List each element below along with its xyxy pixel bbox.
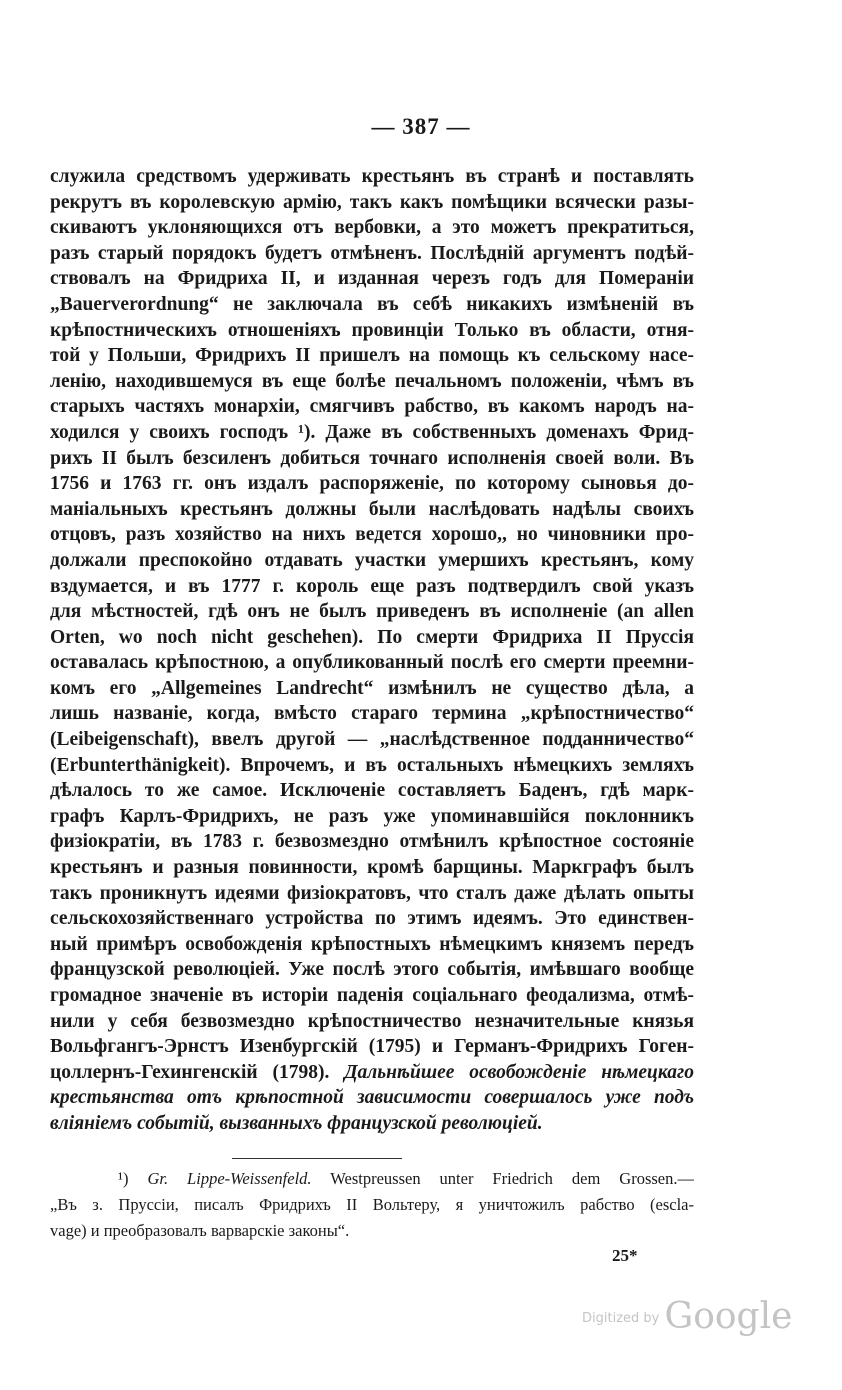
text-line-21: комъ его „Allgemeines Landrecht“ измѣнилъ не существо дѣла, а [50,677,694,699]
footnote-line-3: vage) и преобразовалъ варварскіе законы“. [50,1221,350,1240]
text-line-29: такъ проникнутъ идеями физіократовъ, что сталъ даже дѣлать опыты [50,882,694,904]
text-line-6: „Bauerverordnung“ не заключала въ себѣ никакихъ измѣненій въ [50,293,694,315]
text-line-19: Orten, wo noch nicht geschehen). По смерти Фридриха II Пруссія [50,626,694,648]
signature-mark: 25* [612,1246,638,1265]
text-line-10: старыхъ частяхъ монархіи, смягчивъ рабство, въ какомъ народъ на- [50,396,694,418]
text-line-26: графъ Карлъ-Фридрихъ, не разъ уже упоминавшійся поклонникъ [50,805,694,827]
watermark-prefix: Digitized by [582,1311,660,1326]
footnote-author: Gr. Lippe-Weissenfeld. [147,1169,312,1188]
text-line-14: маніальныхъ крестьянъ должны были наслѣдовать надѣлы своихъ [50,498,694,520]
text-line-36-italic: Дальнѣйшее освобожденіе нѣмецкаго [344,1061,694,1083]
text-line-15: отцовъ, разъ хозяйство на нихъ ведется хорошо,, но чиновники про- [50,524,694,546]
main-text [50,164,694,1137]
footnote-marker: ¹) [118,1169,129,1188]
text-line-22: лишь названіе, когда, вмѣсто стараго термина „крѣпостничество“ [50,703,694,725]
text-line-1: служила средствомъ удерживать крестьянъ въ странѣ и поставлять [50,166,694,187]
text-line-9: ленію, находившемуся въ еще болѣе печальномъ положеніи, чѣмъ въ [50,370,694,392]
text-line-8: той у Польши, Фридрихъ II пришелъ на помощь къ сельскому насе- [50,345,694,367]
text-line-12: рихъ II былъ безсиленъ добиться точнаго исполненія своей воли. Въ [50,447,694,469]
page-number: — 387 — [371,114,471,139]
footnote-source: Westpreussen unter Friedrich dem Grossen.— [330,1169,694,1188]
text-line-25: дѣлалось то же самое. Исключеніе составляетъ Баденъ, гдѣ марк- [50,780,694,802]
text-line-13: 1756 и 1763 гг. онъ издалъ распоряженіе, по которому сыновья до- [50,473,694,495]
text-line-2: рекрутъ въ королевскую армію, такъ какъ помѣщики всячески разы- [50,191,694,213]
text-line-4: разъ старый порядокъ будетъ отмѣненъ. Послѣдній аргументъ подѣй- [50,242,694,264]
text-line-28: крестьянъ и разныя повинности, кромѣ барщины. Маркграфъ былъ [50,857,694,879]
text-line-5: ствовалъ на Фридриха II, и изданная черезъ годъ для Помераніи [50,268,694,290]
google-watermark [582,1296,792,1337]
text-line-36-regular: цоллернъ-Гехингенскій (1798). [50,1061,330,1083]
footnote [50,1166,694,1244]
footnote-divider [232,1158,402,1159]
footnote-line-2: „Въ з. Пруссіи, писалъ Фридрихъ II Вольтеру, я уничтожилъ рабство (escla- [50,1195,694,1214]
text-line-7: крѣпостническихъ отношеніяхъ провинціи Только въ области, отня- [50,319,694,341]
text-line-36 [50,1060,694,1086]
text-line-32: французской революціей. Уже послѣ этого событія, имѣвшаго вообще [50,959,694,981]
text-line-20: оставалась крѣпостною, а опубликованный послѣ его смерти преемни- [50,652,694,674]
text-line-33: громадное значеніе въ исторіи паденія соціальнаго феодализма, отмѣ- [50,985,694,1006]
watermark-logo: Google [664,1296,793,1337]
footnote-line-1 [50,1166,694,1192]
text-line-11: ходился у своихъ господъ ¹). Даже въ собственныхъ доменахъ Фрид- [50,421,694,443]
text-line-30: сельскохозяйственнаго устройства по этимъ идеямъ. Это единствен- [50,908,694,930]
text-line-31: ный примѣръ освобожденія крѣпостныхъ нѣмецкимъ княземъ передъ [50,933,694,955]
text-line-27: физіократіи, въ 1783 г. безвозмездно отмѣнилъ крѣпостное состояніе [50,831,694,853]
text-line-16: должали преспокойно отдавать участки умершихъ крестьянъ, кому [50,549,694,571]
text-line-3: скиваютъ уклоняющихся отъ вербовки, а это можетъ прекратиться, [50,217,694,239]
text-line-34: нили у себя безвозмездно крѣпостничество незначительные князья [50,1010,694,1032]
text-line-24: (Erbunterthänigkeit). Впрочемъ, и въ остальныхъ нѣмецкихъ земляхъ [50,754,694,776]
text-line-37: крестьянства отъ крѣпостной зависимости совершалось уже подъ [50,1087,694,1109]
text-line-35: Вольфгангъ-Эрнстъ Изенбургскій (1795) и Германъ-Фридрихъ Гоген- [50,1036,694,1058]
text-line-17: вздумается, и въ 1777 г. король еще разъ подтвердилъ свой указъ [50,575,694,597]
text-line-23: (Leibeigenschaft), ввелъ другой — „наслѣдственное подданничество“ [50,729,694,751]
text-line-18: для мѣстностей, гдѣ онъ не былъ приведенъ въ исполненіе (an allen [50,601,694,623]
text-line-38: вліяніемъ событій, вызванныхъ французской революціей. [50,1112,543,1134]
